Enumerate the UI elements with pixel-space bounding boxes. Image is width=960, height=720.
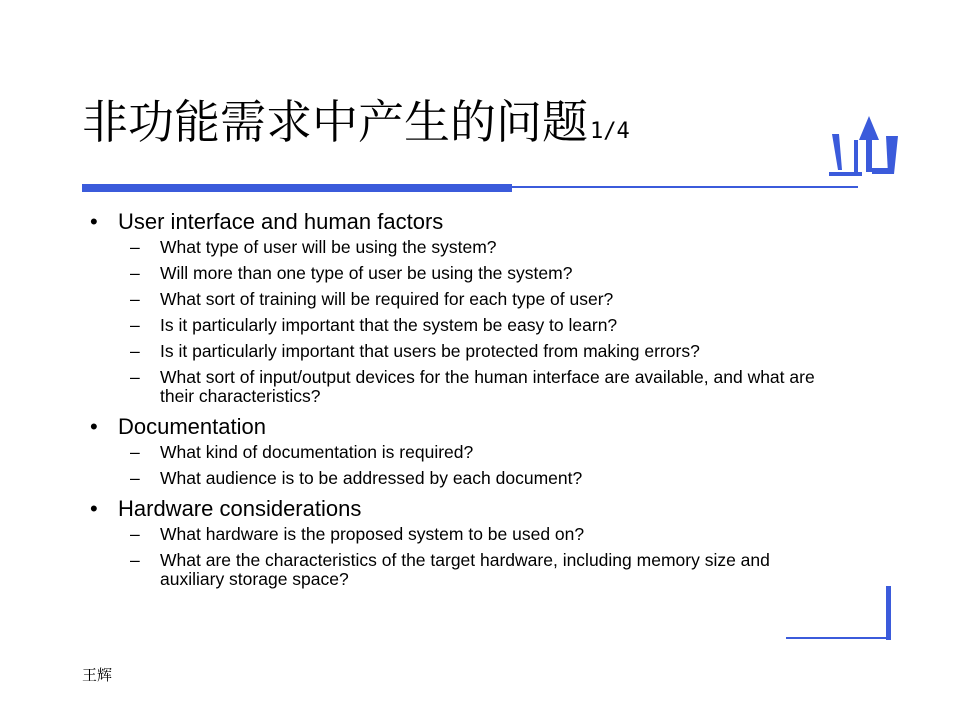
dash-icon: – — [130, 524, 140, 544]
bullet-icon: • — [90, 209, 98, 234]
section-label: Documentation — [118, 414, 266, 439]
sub-item — [90, 342, 830, 361]
sub-item-text: Will more than one type of user be using the system? — [160, 263, 573, 283]
author-name: 王辉 — [82, 666, 113, 684]
page-indicator: 1/4 — [590, 119, 630, 144]
sub-item — [90, 316, 830, 335]
sub-item-text: What kind of documentation is required? — [160, 442, 474, 462]
sub-item — [90, 469, 830, 488]
sub-item — [90, 238, 830, 257]
dash-icon: – — [130, 315, 140, 335]
slide-title-text: 非功能需求中产生的问题 — [82, 95, 588, 149]
section-documentation — [90, 413, 830, 488]
dash-icon: – — [130, 341, 140, 361]
sub-item-text: What sort of input/output devices for the human interface are available, and what are their characteristics? — [160, 367, 815, 406]
corner-bracket-icon — [786, 586, 896, 642]
sub-item-text: Is it particularly important that the system be easy to learn? — [160, 315, 618, 335]
section-hardware — [90, 495, 830, 589]
sub-item — [90, 264, 830, 283]
sub-item-text: Is it particularly important that users be protected from making errors? — [160, 341, 700, 361]
section-label: Hardware considerations — [118, 496, 362, 521]
sub-item-text: What hardware is the proposed system to be used on? — [160, 524, 585, 544]
arrow-up-logo-icon — [826, 110, 906, 182]
dash-icon: – — [130, 468, 140, 488]
sub-item — [90, 443, 830, 462]
section-user-interface — [90, 208, 830, 406]
sub-item — [90, 525, 830, 544]
sub-item — [90, 368, 830, 406]
bullet-icon: • — [90, 414, 98, 439]
bullet-icon: • — [90, 496, 98, 521]
dash-icon: – — [130, 550, 140, 570]
sub-item — [90, 290, 830, 309]
dash-icon: – — [130, 289, 140, 309]
title-underline-thick — [82, 184, 512, 192]
sub-item-text: What sort of training will be required for each type of user? — [160, 289, 614, 309]
sub-list — [118, 525, 830, 589]
dash-icon: – — [130, 442, 140, 462]
dash-icon: – — [130, 237, 140, 257]
sub-item-text: What audience is to be addressed by each document? — [160, 468, 583, 488]
sub-list — [118, 443, 830, 488]
sub-item — [90, 551, 830, 589]
sub-list — [118, 238, 830, 406]
section-label: User interface and human factors — [118, 209, 444, 234]
slide-content — [90, 208, 830, 596]
sub-item-text: What type of user will be using the system? — [160, 237, 497, 257]
title-underline-thin — [512, 186, 858, 188]
sub-item-text: What are the characteristics of the target hardware, including memory size and auxiliary storage space? — [160, 550, 770, 589]
dash-icon: – — [130, 263, 140, 283]
slide-title — [82, 92, 630, 162]
dash-icon: – — [130, 367, 140, 387]
